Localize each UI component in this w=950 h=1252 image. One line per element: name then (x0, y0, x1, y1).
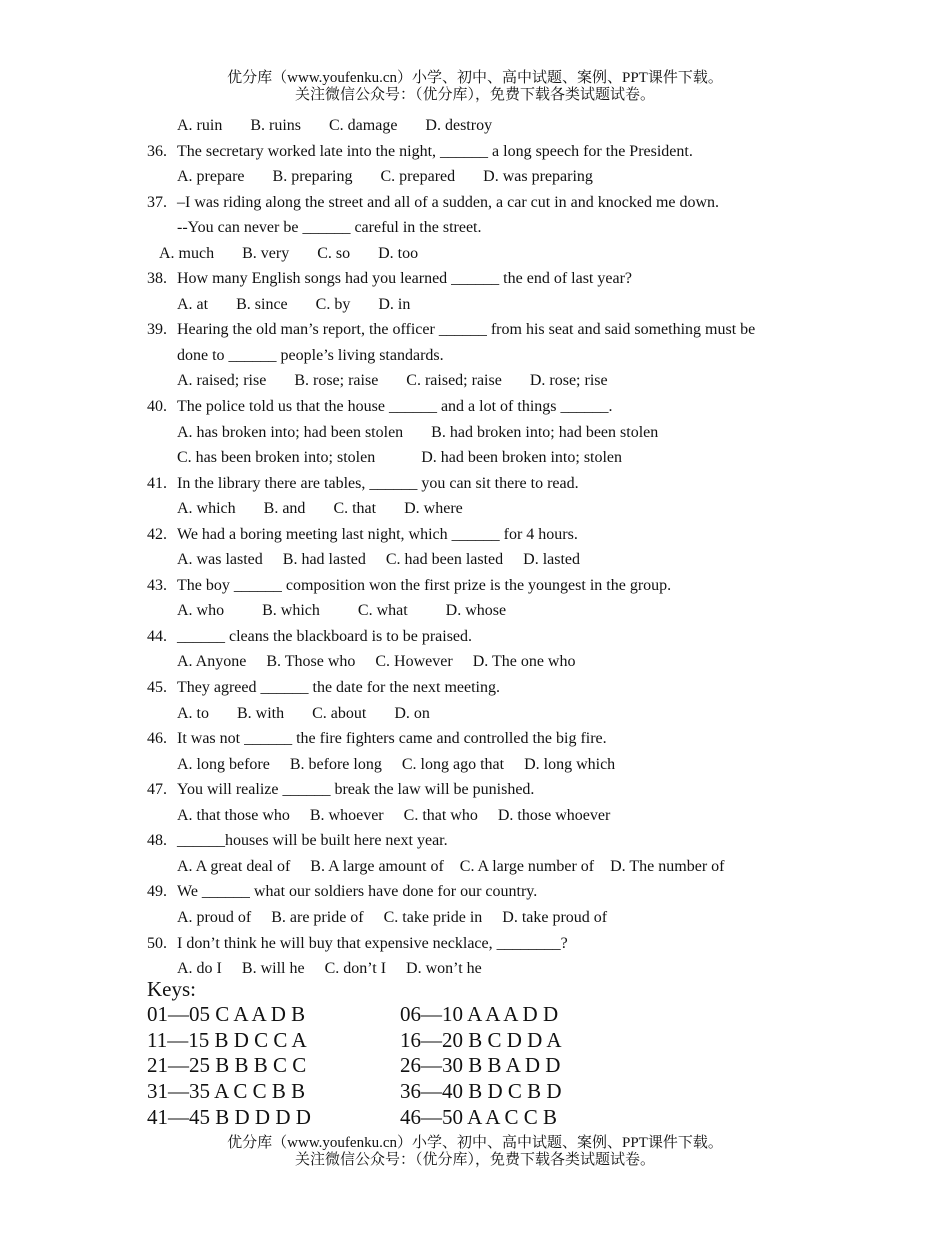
option-a: A. that those who (177, 806, 290, 824)
option-d: D. take proud of (502, 908, 608, 926)
question-48 (147, 828, 755, 854)
option-a: A. A great deal of (177, 857, 291, 875)
keys-row (147, 1028, 562, 1054)
option-d: D. where (404, 500, 463, 518)
option-c: C. what (357, 602, 408, 620)
question-number: 46. (147, 730, 167, 748)
option-c: C. long ago that (401, 755, 505, 773)
question-42-options (147, 547, 755, 573)
option-a: A. long before (177, 755, 270, 773)
question-44 (147, 624, 755, 650)
question-47-options (147, 803, 755, 829)
question-39 (147, 317, 755, 343)
option-d: D. rose; rise (529, 372, 608, 390)
keys-cell-left: 31—35 A C C B B (147, 1079, 306, 1104)
question-text: It was not ______ the fire fighters came and controlled the big fire. (177, 730, 607, 748)
option-d: D. whose (445, 602, 507, 620)
option-b: B. had lasted (282, 551, 366, 569)
question-49 (147, 879, 755, 905)
option-d: D. those whoever (497, 806, 611, 824)
question-text: We ______ what our soldiers have done for our country. (177, 883, 538, 901)
option-b: B. had broken into; had been stolen (431, 423, 659, 441)
footer-line-2: 关注微信公众号：（优分库），免费下载各类试题试卷。 (294, 1152, 655, 1168)
question-number: 37. (147, 193, 167, 211)
question-41-options (147, 496, 755, 522)
question-44-options (147, 649, 755, 675)
question-text: Hearing the old man’s report, the officer ______ from his seat and said something must be (177, 321, 756, 339)
option-a: A. was lasted (177, 551, 263, 569)
question-40-options-1 (147, 420, 755, 446)
option-c: C. However (375, 653, 453, 671)
question-45-options (147, 701, 755, 727)
question-50 (147, 931, 755, 957)
option-c: C. damage (329, 117, 398, 134)
question-39-line-2: done to ______ people’s living standards. (177, 346, 444, 364)
question-46 (147, 726, 755, 752)
question-47 (147, 777, 755, 803)
question-number: 38. (147, 270, 167, 288)
keys-title: Keys: (147, 977, 196, 1001)
question-text: I don’t think he will buy that expensive necklace, ________? (177, 934, 568, 952)
option-c: C. take pride in (383, 908, 483, 926)
option-c: C. by (315, 295, 351, 313)
question-37-options (147, 241, 755, 267)
question-number: 41. (147, 474, 167, 492)
footer-line-1: 优分库（www.youfenku.cn）小学、初中、高中试题、案例、PPT课件下载。 (227, 1135, 723, 1151)
option-c: C. that who (403, 806, 478, 824)
option-b: B. and (263, 500, 306, 518)
option-b: B. are pride of (271, 908, 364, 926)
option-a: A. at (177, 295, 209, 313)
option-a: A. prepare (177, 168, 245, 186)
option-b: B. rose; raise (294, 372, 379, 390)
question-number: 42. (147, 525, 167, 543)
keys-cell-right: 46—50 A A C C B (400, 1104, 557, 1129)
option-c: C. so (317, 244, 351, 262)
page-footer (0, 1135, 950, 1169)
option-b: B. Those who (266, 653, 356, 671)
option-d: D. won’t he (406, 960, 482, 978)
header-line-2: 关注微信公众号：（优分库），免费下载各类试题试卷。 (294, 87, 655, 103)
option-d: D. was preparing (483, 168, 593, 186)
question-45 (147, 675, 755, 701)
option-d: D. too (378, 244, 419, 262)
question-text: –I was riding along the street and all of a sudden, a car cut in and knocked me down. (177, 193, 720, 211)
option-d: D. The one who (472, 653, 576, 671)
question-text: The boy ______ composition won the first prize is the youngest in the group. (177, 576, 672, 594)
question-35-options (147, 113, 755, 139)
option-b: B. very (242, 244, 290, 262)
option-b: B. before long (289, 755, 382, 773)
option-b: B. since (236, 295, 288, 313)
option-c: C. A large number of (459, 857, 595, 875)
option-b: B. A large amount of (310, 857, 444, 875)
question-38 (147, 266, 755, 292)
question-number: 43. (147, 576, 167, 594)
question-42 (147, 522, 755, 548)
header-line-1: 优分库（www.youfenku.cn）小学、初中、高中试题、案例、PPT课件下载。 (227, 70, 723, 86)
keys-cell-left: 01—05 C A A D B (147, 1002, 306, 1026)
question-text: How many English songs had you learned ______ the end of last year? (177, 270, 633, 288)
question-number: 36. (147, 142, 167, 160)
option-a: A. much (159, 244, 215, 262)
option-a: A. proud of (177, 908, 252, 926)
keys-cell-left: 41—45 B D D D D (147, 1104, 311, 1129)
question-36-options (147, 164, 755, 190)
question-text: ______ cleans the blackboard is to be praised. (177, 627, 473, 645)
keys-cell-left: 11—15 B D C C A (147, 1027, 307, 1052)
option-c: C. about (312, 704, 367, 722)
question-text: You will realize ______ break the law will be punished. (177, 781, 535, 799)
question-number: 45. (147, 679, 167, 697)
question-41 (147, 471, 755, 497)
question-40 (147, 394, 755, 420)
question-43 (147, 573, 755, 599)
keys-row (147, 1053, 562, 1079)
keys-cell-left: 21—25 B B B C C (147, 1053, 307, 1078)
option-c: C. had been lasted (385, 551, 504, 569)
option-c: C. that (333, 500, 377, 518)
question-number: 49. (147, 883, 167, 901)
page-header (0, 70, 950, 104)
option-a: A. who (177, 602, 225, 620)
option-c: C. prepared (380, 168, 456, 186)
answer-keys (147, 976, 562, 1130)
question-number: 47. (147, 781, 167, 799)
question-40-options-2 (147, 445, 755, 471)
keys-cell-right: 26—30 B B A D D (400, 1053, 561, 1078)
question-number: 39. (147, 321, 167, 339)
option-a: A. to (177, 704, 209, 722)
question-39-options (147, 368, 755, 394)
option-d: D. destroy (425, 117, 493, 134)
option-d: D. The number of (610, 857, 725, 875)
option-a: A. has broken into; had been stolen (177, 423, 404, 441)
option-d: D. lasted (523, 551, 581, 569)
keys-cell-right: 06—10 A A A D D (400, 1002, 559, 1026)
question-48-options (147, 854, 755, 880)
keys-row (147, 1079, 562, 1105)
option-b: B. which (262, 602, 320, 620)
question-text: They agreed ______ the date for the next meeting. (177, 679, 500, 697)
option-a: A. ruin (177, 117, 223, 134)
question-text: The secretary worked late into the night, ______ a long speech for the President. (177, 142, 693, 160)
option-b: B. preparing (272, 168, 353, 186)
question-49-options (147, 905, 755, 931)
question-text: In the library there are tables, ______ you can sit there to read. (177, 474, 579, 492)
option-a: A. Anyone (177, 653, 247, 671)
option-d: D. on (394, 704, 430, 722)
question-36 (147, 139, 755, 165)
question-text: ______houses will be built here next year. (177, 832, 448, 850)
option-c: C. raised; raise (406, 372, 502, 390)
option-d: D. had been broken into; stolen (421, 449, 623, 467)
option-b: B. with (237, 704, 285, 722)
question-number: 44. (147, 627, 167, 645)
question-38-options (147, 292, 755, 318)
question-37 (147, 190, 755, 216)
question-number: 50. (147, 934, 167, 952)
keys-cell-right: 36—40 B D C B D (400, 1079, 562, 1104)
keys-row (147, 1105, 562, 1131)
keys-row (147, 1002, 562, 1028)
option-c: C. don’t I (324, 960, 387, 978)
option-d: D. long which (524, 755, 616, 773)
question-number: 48. (147, 832, 167, 850)
option-a: A. do I (177, 960, 222, 978)
question-43-options (147, 598, 755, 624)
option-d: D. in (378, 295, 411, 313)
question-37-line-2: --You can never be ______ careful in the street. (177, 219, 482, 237)
option-b: B. will he (241, 960, 305, 978)
question-list (147, 113, 755, 982)
question-46-options (147, 752, 755, 778)
question-text: We had a boring meeting last night, which ______ for 4 hours. (177, 525, 578, 543)
question-text: The police told us that the house ______ and a lot of things ______. (177, 398, 613, 416)
option-c: C. has been broken into; stolen (177, 449, 376, 467)
keys-cell-right: 16—20 B C D D A (400, 1027, 562, 1052)
question-number: 40. (147, 398, 167, 416)
option-b: B. ruins (250, 117, 301, 134)
option-a: A. raised; rise (177, 372, 267, 390)
option-a: A. which (177, 500, 236, 518)
option-b: B. whoever (309, 806, 384, 824)
